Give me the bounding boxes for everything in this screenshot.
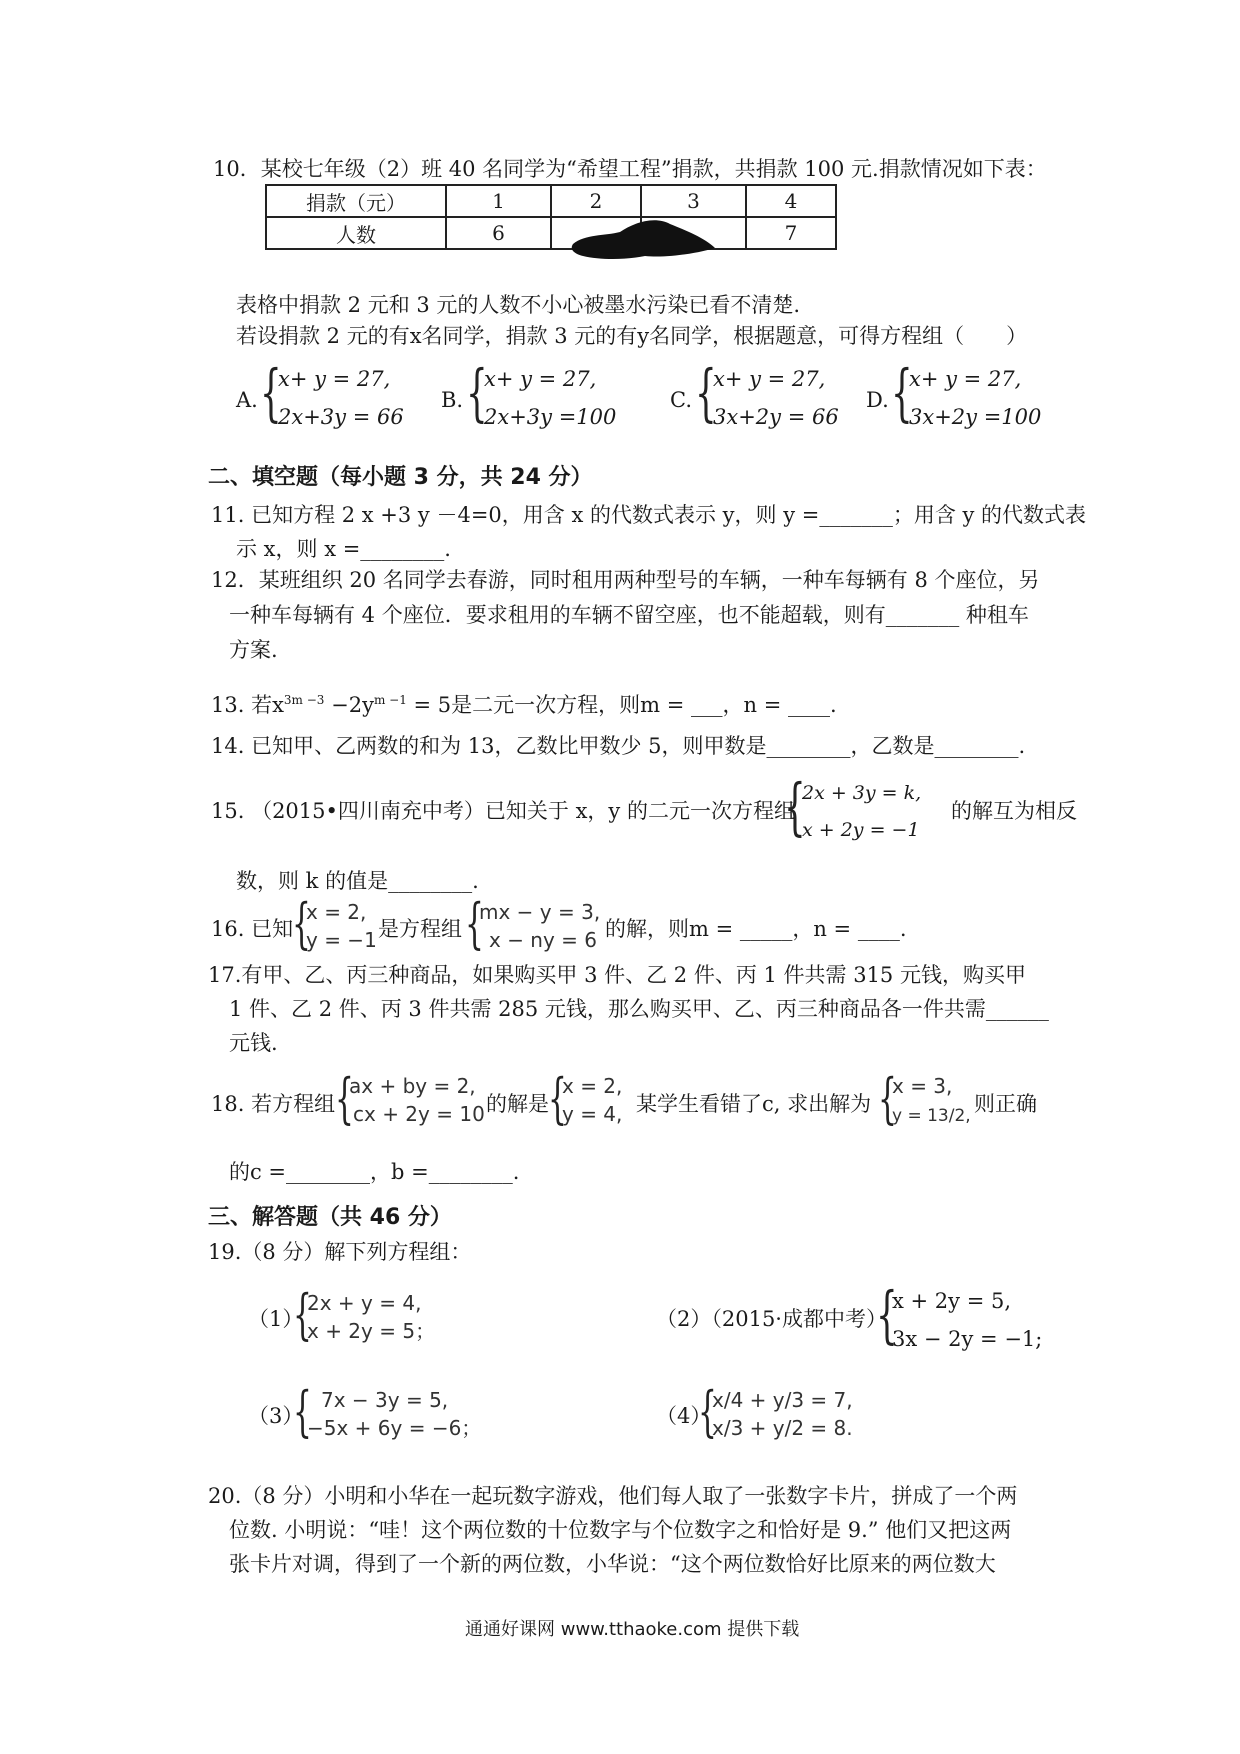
option-c-eq2: 3x+2y = 66	[713, 405, 839, 429]
q19-p4-label: （4）	[656, 1404, 712, 1428]
q18-sol1: x = 2,	[562, 1074, 623, 1098]
q12-line2: 一种车每辆有 4 个座位．要求租用的车辆不留空座，也不能超载，则有_______ 种租车	[229, 603, 1029, 627]
option-a-eq1: x+ y = 27,	[278, 367, 391, 391]
q19-p1-eq2: x + 2y = 5；	[307, 1319, 436, 1343]
q20-line3: 张卡片对调，得到了一个新的两位数，小华说：“这个两位数恰好比原来的两位数大	[229, 1552, 996, 1576]
table-header-label: 捐款（元）	[266, 185, 446, 217]
q17-line2: 1 件、乙 2 件、丙 3 件共需 285 元钱，那么购买甲、乙、丙三种商品各一件共需______	[229, 997, 1049, 1021]
q16-sol1: x = 2,	[306, 900, 367, 924]
table-cell: 7	[746, 217, 836, 249]
brace-icon: {	[293, 1380, 312, 1443]
q20-line2: 位数. 小明说：“哇！这个两位数的十位数字与个位数字之和恰好是 9.” 他们又把这两	[229, 1518, 1012, 1542]
ink-stain	[565, 214, 725, 264]
brace-icon: {	[260, 356, 282, 429]
q13-mid: −2y	[324, 693, 374, 717]
brace-icon: {	[548, 1067, 567, 1130]
brace-icon: {	[784, 770, 806, 843]
brace-icon: {	[698, 1380, 717, 1443]
brace-icon: {	[876, 1278, 898, 1351]
brace-icon: {	[878, 1067, 897, 1130]
brace-icon: {	[695, 356, 717, 429]
q11-line1: 11. 已知方程 2 x +3 y －4=0，用含 x 的代数式表示 y，则 y =_______；用含 y 的代数式表	[211, 503, 1087, 527]
brace-icon: {	[292, 892, 311, 955]
q19-p2-label: （2）（2015·成都中考）	[656, 1307, 887, 1331]
q18-mid2: 某学生看错了c, 求出解为	[636, 1092, 872, 1116]
q15-eq2: x + 2y = −1	[802, 819, 920, 841]
q12-line3: 方案.	[229, 638, 278, 662]
q18-tail: 则正确	[974, 1092, 1037, 1116]
option-c-label: C.	[670, 388, 692, 412]
brace-icon: {	[891, 356, 913, 429]
q20-line1: 20.（8 分）小明和小华在一起玩数字游戏，他们每人取了一张数字卡片，拼成了一个两	[208, 1484, 1018, 1508]
footer-text: 通通好课网 www.tthaoke.com 提供下载	[465, 1619, 800, 1640]
option-b-eq2: 2x+3y =100	[484, 405, 617, 429]
q19-p3-label: （3）	[248, 1404, 304, 1428]
brace-icon: {	[335, 1067, 354, 1130]
q17-line3: 元钱.	[229, 1031, 278, 1055]
q18-prefix: 18. 若方程组	[211, 1092, 336, 1116]
q18-wrong-sol1: x = 3,	[892, 1074, 953, 1098]
brace-icon: {	[293, 1283, 312, 1346]
q16-sol2: y = −1	[306, 928, 377, 952]
section-3-heading: 三、解答题（共 46 分）	[208, 1205, 452, 1230]
q18-line2: 的c =________，b =________.	[229, 1160, 520, 1184]
q16-suffix: 的解，则m = _____，n = ____.	[605, 917, 907, 941]
option-d-label: D.	[866, 388, 889, 412]
q10-text: 10．某校七年级（2）班 40 名同学为“希望工程”捐款，共捐款 100 元.捐款情况如下表：	[213, 157, 1047, 181]
q18-mid1: 的解是	[486, 1092, 549, 1116]
q19-p2-eq1: x + 2y = 5,	[892, 1289, 1011, 1313]
q19-p3-eq1: 7x − 3y = 5,	[321, 1388, 449, 1412]
table-cell: 4	[746, 185, 836, 217]
q13-exponent1: 3m −3	[283, 693, 325, 707]
q14-text: 14. 已知甲、乙两数的和为 13，乙数比甲数少 5，则甲数是________，乙数是________.	[211, 734, 1026, 758]
brace-icon: {	[465, 892, 484, 955]
option-b-eq1: x+ y = 27,	[484, 367, 597, 391]
q15-line1: 15. （2015•四川南充中考）已知关于 x，y 的二元一次方程组	[211, 799, 795, 823]
q19-text: 19.（8 分）解下列方程组：	[208, 1240, 472, 1264]
table-cell: 2	[551, 185, 641, 217]
q18-eq1: ax + by = 2,	[349, 1074, 476, 1098]
q19-p4-eq2: x/3 + y/2 = 8.	[712, 1416, 853, 1440]
q10-note2: 若设捐款 2 元的有x名同学，捐款 3 元的有y名同学，根据题意，可得方程组（ ）	[236, 324, 1028, 348]
option-d-eq2: 3x+2y =100	[909, 405, 1042, 429]
table-row-label: 人数	[266, 217, 446, 249]
q18-eq2: cx + 2y = 10	[353, 1102, 485, 1126]
donation-table	[265, 184, 837, 250]
q16-eq2: x − ny = 6	[489, 928, 598, 952]
q16-eq1: mx − y = 3,	[479, 900, 601, 924]
q11-line2: 示 x，则 x =________.	[236, 537, 451, 561]
option-a-label: A.	[236, 388, 258, 412]
q10-note1: 表格中捐款 2 元和 3 元的人数不小心被墨水污染已看不清楚.	[236, 293, 801, 317]
table-cell: 6	[446, 217, 551, 249]
q19-p2-eq2: 3x − 2y = −1;	[892, 1327, 1043, 1351]
q17-line1: 17.有甲、乙、丙三种商品，如果购买甲 3 件、乙 2 件、丙 1 件共需 315 元钱，购买甲	[208, 963, 1026, 987]
option-c-eq1: x+ y = 27,	[713, 367, 826, 391]
option-a-eq2: 2x+3y = 66	[278, 405, 404, 429]
option-b-label: B.	[441, 388, 464, 412]
q13-prefix: 13. 若x	[211, 693, 284, 717]
table-row	[266, 185, 836, 217]
q18-sol2: y = 4,	[562, 1102, 623, 1126]
q16-mid: 是方程组	[378, 917, 462, 941]
table-cell: 3	[641, 185, 746, 217]
q15-tail: 的解互为相反	[951, 799, 1077, 823]
q13-exponent2: m −1	[373, 693, 407, 707]
table-cell: 1	[446, 185, 551, 217]
section-2-heading: 二、填空题（每小题 3 分，共 24 分）	[208, 465, 593, 490]
q19-p3-eq2: −5x + 6y = −6；	[307, 1416, 482, 1440]
table-row	[266, 217, 836, 249]
option-d-eq1: x+ y = 27,	[909, 367, 1022, 391]
q19-p1-label: （1）	[248, 1307, 304, 1331]
q19-p1-eq1: 2x + y = 4,	[307, 1291, 422, 1315]
q15-eq1: 2x + 3y = k,	[802, 782, 922, 804]
brace-icon: {	[466, 356, 488, 429]
q18-wrong-sol2: y = 13/2,	[892, 1106, 971, 1126]
q13-suffix: = 5是二元一次方程，则m = ___，n = ____.	[406, 693, 837, 717]
q19-p4-eq1: x/4 + y/3 = 7,	[712, 1388, 853, 1412]
q13-text	[211, 685, 837, 720]
q16-prefix: 16. 已知	[211, 917, 294, 941]
q15-line2: 数，则 k 的值是________.	[236, 869, 479, 893]
q12-line1: 12．某班组织 20 名同学去春游，同时租用两种型号的车辆，一种车每辆有 8 个座位，另	[211, 568, 1040, 592]
